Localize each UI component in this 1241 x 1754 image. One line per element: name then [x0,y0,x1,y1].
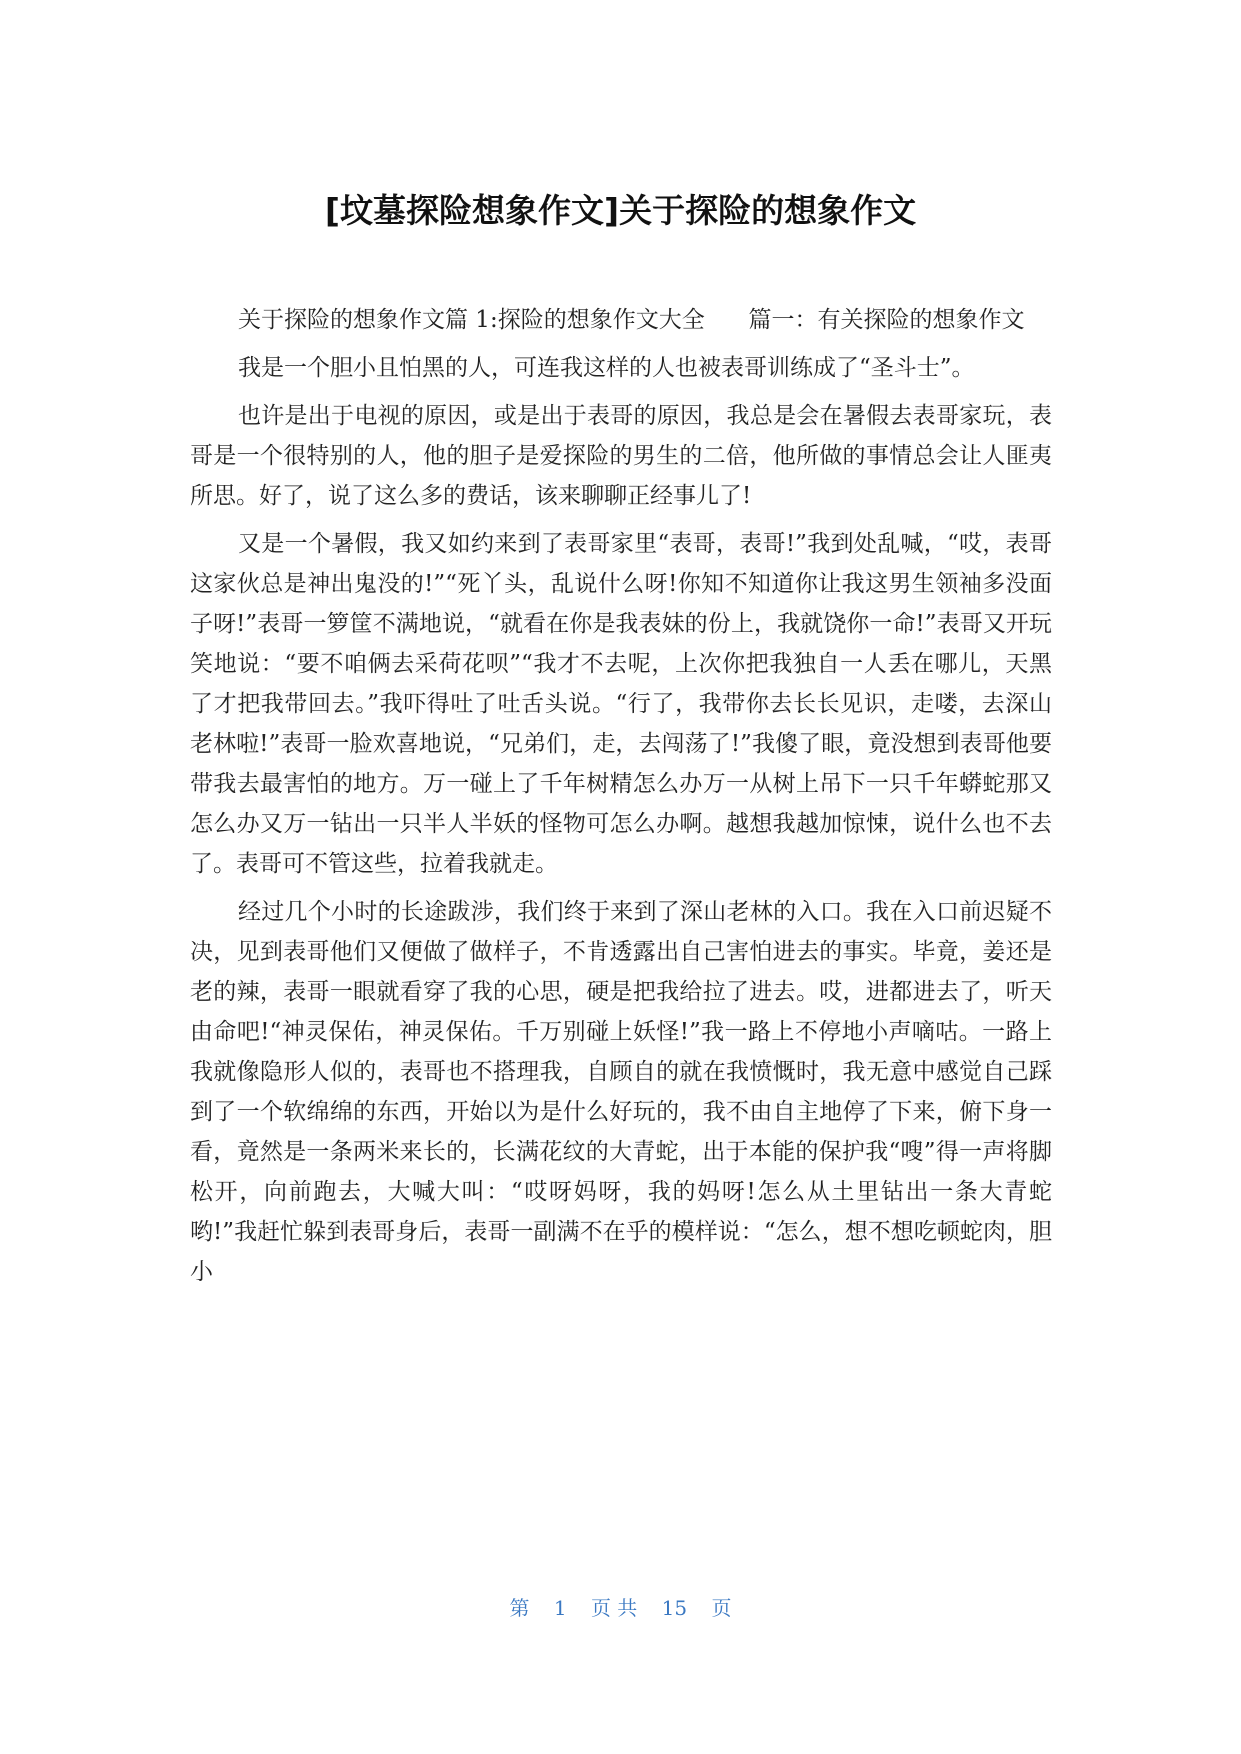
document-title: [坟墓探险想象作文]关于探险的想象作文 [324,191,917,230]
paragraph: 又是一个暑假，我又如约来到了表哥家里“表哥，表哥!”我到处乱喊，“哎，表哥这家伙总是神出鬼没的!”“死丫头，乱说什么呀!你知不知道你让我这男生领袖多没面子呀!”表哥一箩筐不满地说，“就看在你是我表妹的份上，我就饶你一命!”表哥又开玩笑地说：“要不咱俩去采荷花呗”“我才不去呢，上次你把我独自一人丢在哪儿，天黑了才把我带回去。”我吓得吐了吐舌头说。“行了，我带你去长长见识，走喽，去深山老林啦!”表哥一脸欢喜地说，“兄弟们，走，去闯荡了!”我傻了眼，竟没想到表哥他要带我去最害怕的地方。万一碰上了千年树精怎么办万一从树上吊下一只千年蟒蛇那又怎么办又万一钻出一只半人半妖的怪物可怎么办啊。越想我越加惊悚，说什么也不去了。表哥可不管这些，拉着我就走。 [190,531,1052,877]
footer-of-label: 页 共 [590,1596,638,1620]
footer-total-pages: 15 [661,1596,688,1620]
page-footer [0,1592,1241,1621]
paragraph: 也许是出于电视的原因，或是出于表哥的原因，我总是会在暑假去表哥家玩，表哥是一个很特别的人，他的胆子是爱探险的男生的二倍，他所做的事情总会让人匪夷所思。好了，说了这么多的费话，该来聊聊正经事儿了! [190,403,1052,509]
footer-current-page: 1 [553,1596,567,1620]
paragraph: 经过几个小时的长途跋涉，我们终于来到了深山老林的入口。我在入口前迟疑不决，见到表哥他们又便做了做样子，不肯透露出自己害怕进去的事实。毕竟，姜还是老的辣，表哥一眼就看穿了我的心思，硬是把我给拉了进去。哎，进都进去了，听天由命吧!“神灵保佑，神灵保佑。千万别碰上妖怪!”我一路上不停地小声嘀咕。一路上我就像隐形人似的，表哥也不搭理我，自顾自的就在我愤慨时，我无意中感觉自己踩到了一个软绵绵的东西，开始以为是什么好玩的，我不由自主地停了下来，俯下身一看，竟然是一条两米来长的，长满花纹的大青蛇，出于本能的保护我“嗖”得一声将脚松开，向前跑去，大喊大叫：“哎呀妈呀，我的妈呀!怎么从土里钻出一条大青蛇哟!”我赶忙躲到表哥身后，表哥一副满不在乎的模样说：“怎么，想不想吃顿蛇肉，胆小 [190,899,1052,1285]
paragraph: 关于探险的想象作文篇 1:探险的想象作文大全 篇一：有关探险的想象作文 [238,307,1025,333]
paragraph: 我是一个胆小且怕黑的人，可连我这样的人也被表哥训练成了“圣斗士”。 [238,355,975,381]
footer-pages-label: 页 [711,1596,732,1620]
document-body [190,300,1052,1300]
footer-page-label: 第 [509,1596,530,1620]
